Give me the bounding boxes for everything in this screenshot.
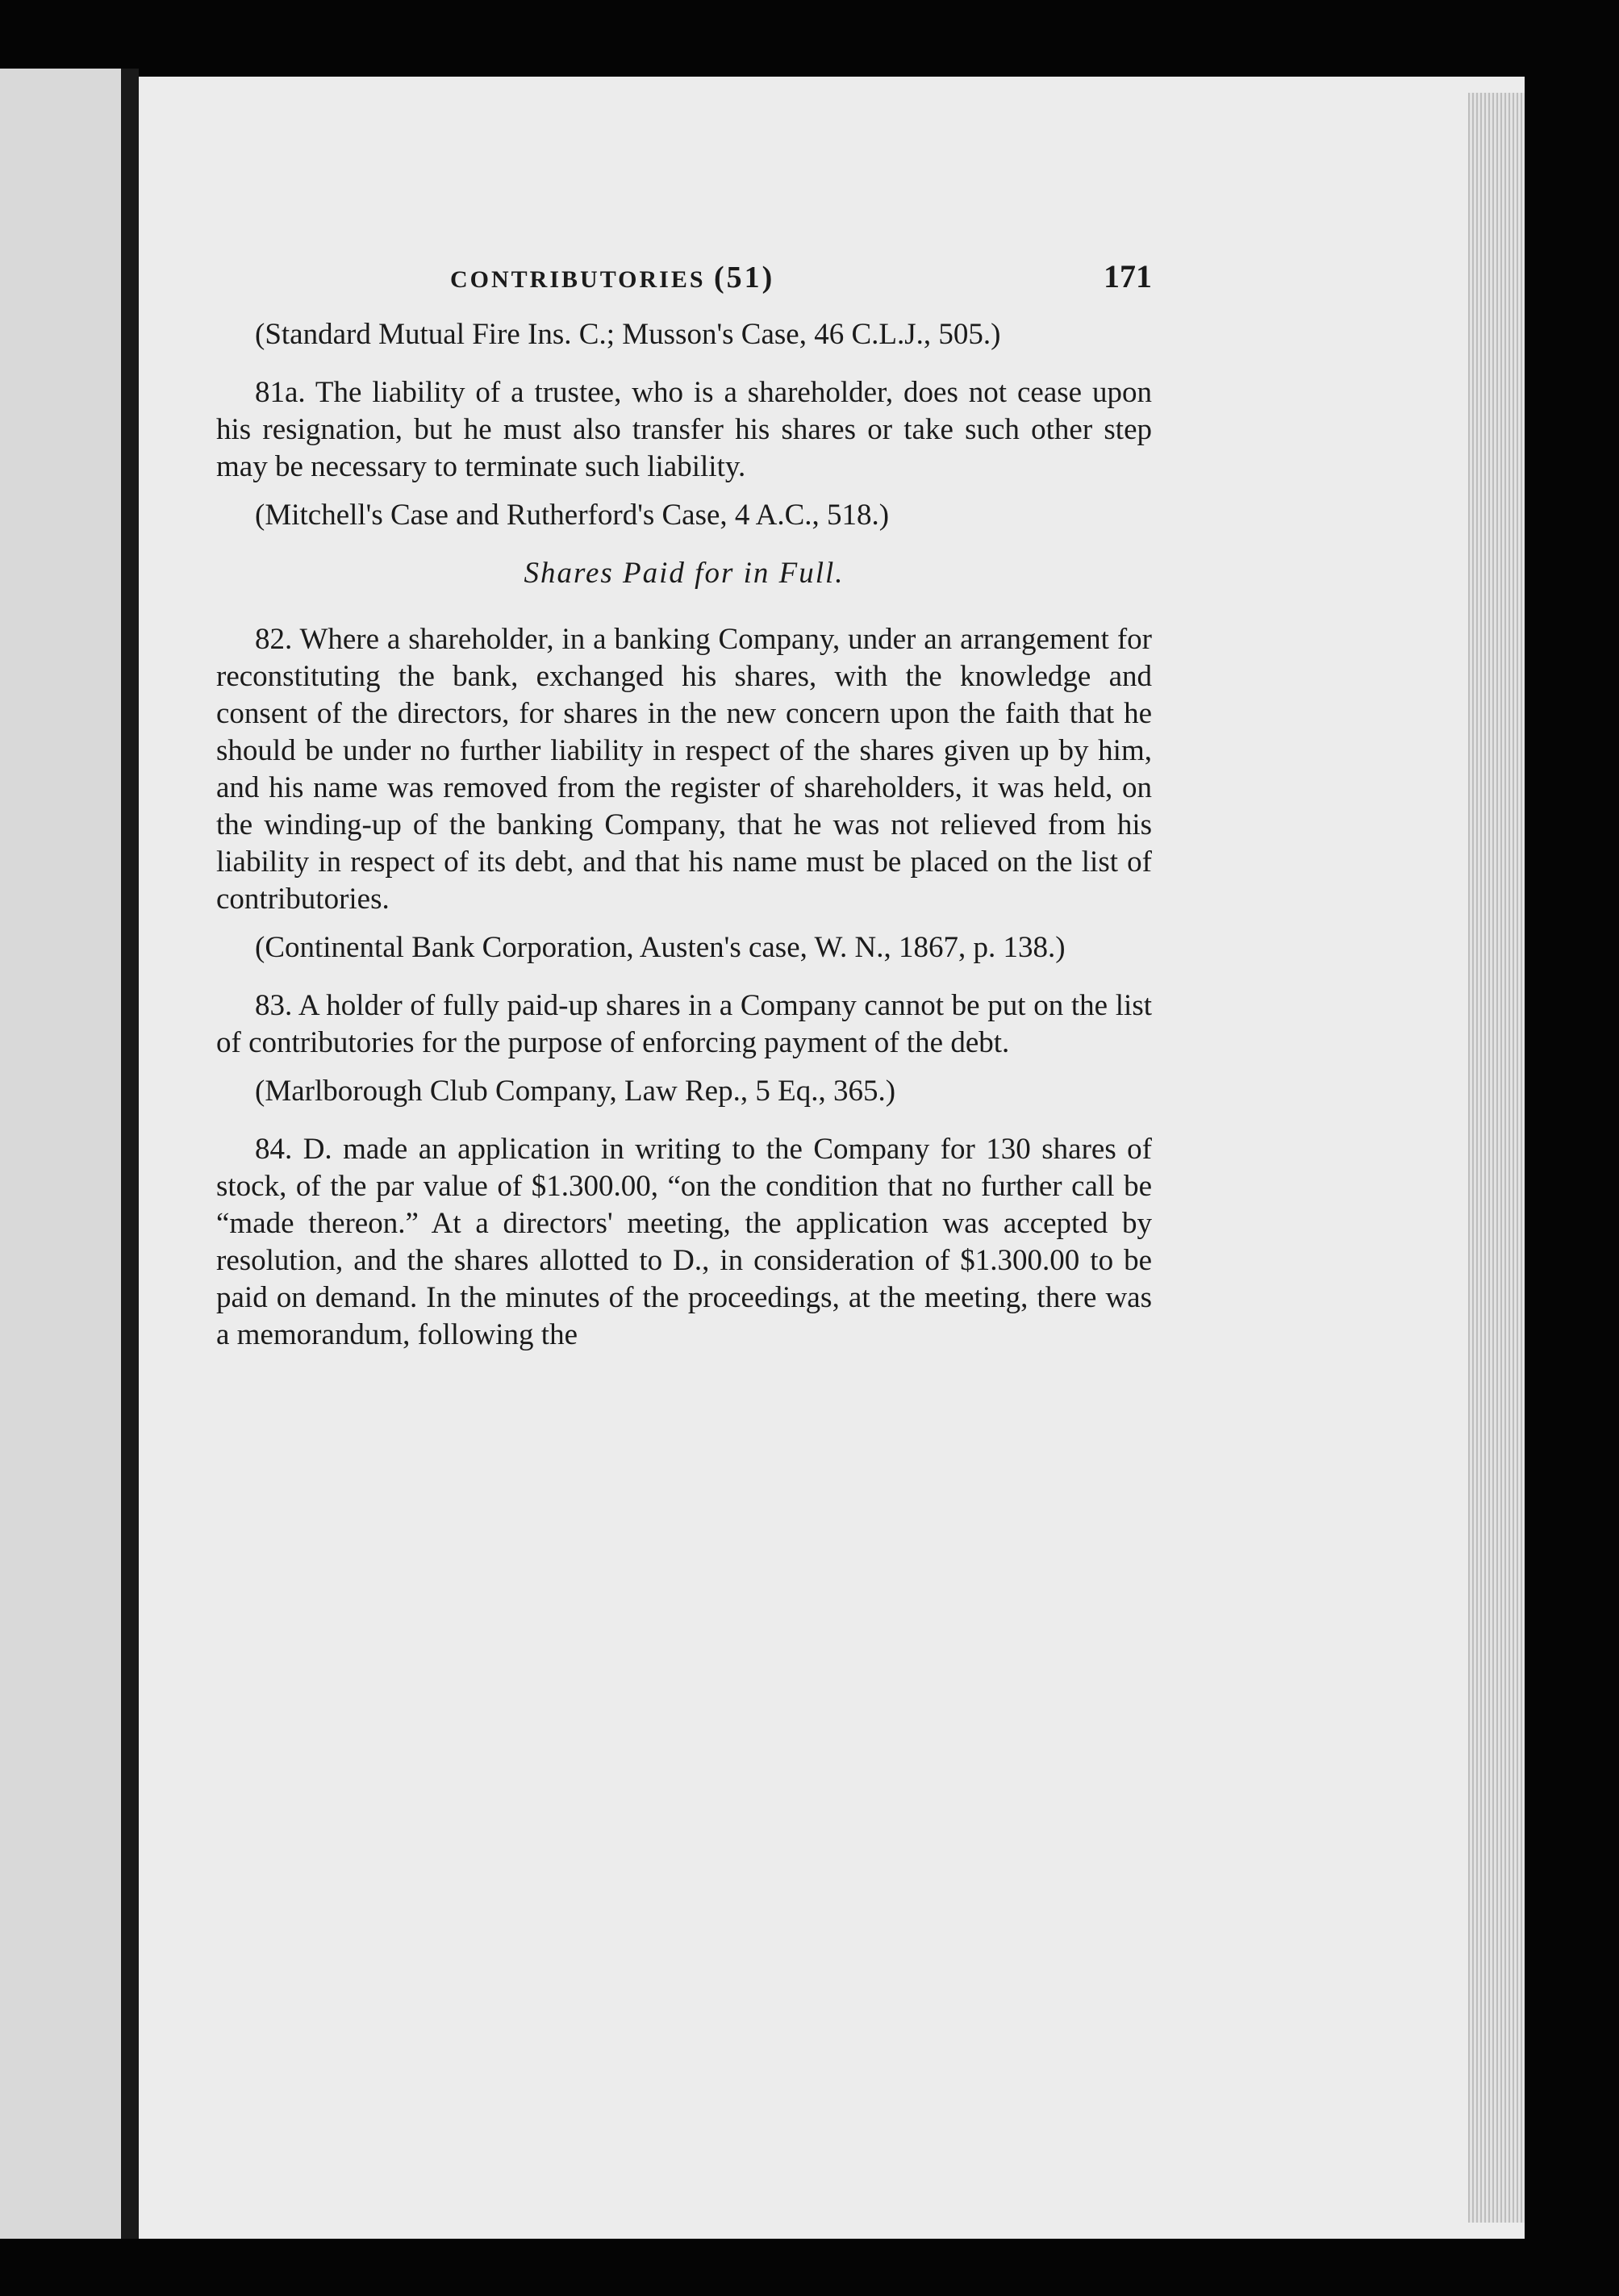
running-head: [450, 259, 774, 298]
paragraph: 82. Where a shareholder, in a banking Company, under an arrangement for reconstituting the bank, exchanged his shares, with the knowledge and consent of the directors, for shares in the new concern upon the faith that he should be under no further liability in respect of the shares given up by him, and his name was removed from the register of shareholders, it was held, on the winding-up of the banking Company, that he was not relieved from his liability in respect of its debt, and that his name must be placed on the list of contributories.: [216, 623, 1152, 916]
page-header: [450, 258, 1152, 298]
page-number: 171: [1104, 258, 1152, 294]
page-text: [216, 258, 1152, 1365]
page-edge-stack: [1468, 93, 1525, 2223]
left-page-edge: [0, 69, 121, 2239]
paragraph: 81a. The liability of a trustee, who is a shareholder, does not cease upon his resignation, but he must also transfer his shares or take such other step may be necessary to terminate such liability.: [216, 376, 1152, 483]
citation: (Marlborough Club Company, Law Rep., 5 Eq., 365.): [255, 1075, 896, 1108]
section-heading: Shares Paid for in Full.: [524, 557, 845, 590]
citation: (Continental Bank Corporation, Austen's case, W. N., 1867, p. 138.): [255, 931, 1066, 964]
paragraph: 84. D. made an application in writing to the Company for 130 shares of stock, of the par value of $1.300.00, “on the condition that no further call be “made thereon.” At a directors' meeting, the application was accepted by resolution, and the shares allotted to D., in consideration of $1.300.00 to be paid on demand. In the minutes of the proceedings, at the meeting, there was a memorandum, following the: [216, 1133, 1152, 1351]
citation: (Mitchell's Case and Rutherford's Case, 4 A.C., 518.): [255, 499, 890, 532]
running-head-title: CONTRIBUTORIES: [450, 266, 706, 293]
citation: (Standard Mutual Fire Ins. C.; Musson's Case, 46 C.L.J., 505.): [255, 318, 1001, 351]
section-number: (51): [714, 261, 775, 294]
paragraph: 83. A holder of fully paid-up shares in a Company cannot be put on the list of contributories for the purpose of enforcing payment of the debt.: [216, 989, 1152, 1059]
book-spine: [121, 69, 139, 2239]
